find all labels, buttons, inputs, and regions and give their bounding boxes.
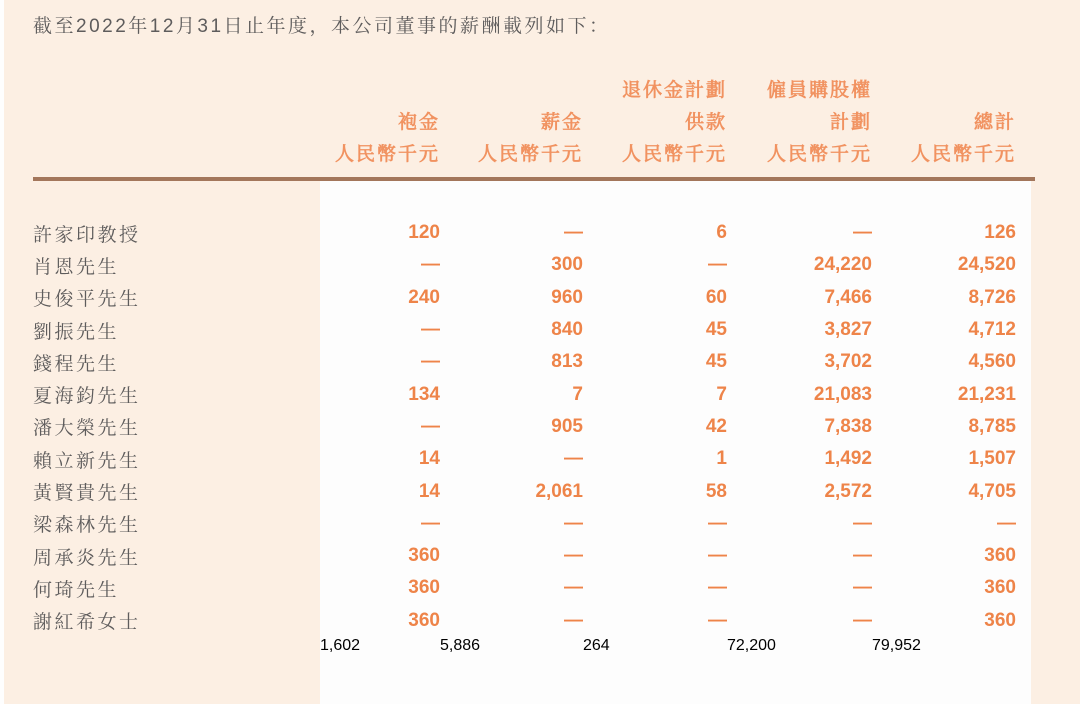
value-cell: —	[564, 448, 583, 470]
total-cell: 72,200	[727, 636, 776, 654]
value-cell: 45	[705, 319, 727, 341]
total-cell: 264	[583, 636, 610, 654]
header-spacer	[33, 136, 320, 179]
value-cell: 7,466	[824, 286, 872, 308]
value-cell: —	[997, 512, 1016, 534]
value-cell: 4,560	[968, 351, 1016, 373]
page-title: 截至2022年12月31日止年度，本公司董事的薪酬載列如下：	[33, 16, 611, 37]
value-cell: 8,785	[968, 415, 1016, 437]
value-cell: 14	[418, 448, 440, 470]
value-cell: 240	[408, 286, 440, 308]
value-cell: —	[708, 577, 727, 599]
table-body	[33, 179, 1035, 637]
value-cell: 813	[551, 351, 583, 373]
value-cell: 7	[716, 383, 727, 405]
column-header: 僱員購股權	[766, 79, 872, 101]
column-header: 袍金	[397, 111, 440, 133]
column-header: 供款	[684, 111, 727, 133]
table-row	[33, 508, 1035, 540]
column-header: 總計	[973, 111, 1016, 133]
value-cell: 1,507	[968, 448, 1016, 470]
director-name: 史俊平先生	[33, 289, 141, 311]
column-header	[872, 72, 1035, 104]
value-cell: 24,220	[813, 254, 872, 276]
value-cell: 7	[572, 383, 583, 405]
value-cell: 2,572	[824, 480, 872, 502]
column-unit-label: 人民幣千元	[872, 136, 1035, 179]
column-unit-label: 人民幣千元	[727, 136, 872, 179]
value-cell: 45	[705, 351, 727, 373]
value-cell: 4,705	[968, 480, 1016, 502]
column-unit-label: 人民幣千元	[583, 136, 727, 179]
table-row	[33, 411, 1035, 443]
value-cell: 42	[705, 415, 727, 437]
value-cell: —	[853, 512, 872, 534]
value-cell: 21,083	[813, 383, 872, 405]
value-cell: 3,827	[824, 319, 872, 341]
director-name: 潘大榮先生	[33, 418, 141, 440]
value-cell: 126	[984, 222, 1016, 244]
value-cell: 120	[408, 222, 440, 244]
director-name: 許家印教授	[33, 224, 141, 246]
value-cell: —	[853, 609, 872, 631]
remuneration-table	[33, 72, 1035, 655]
column-header: 計劃	[829, 111, 872, 133]
header-spacer	[33, 104, 320, 136]
value-cell: 134	[408, 383, 440, 405]
value-cell: 6	[716, 222, 727, 244]
value-cell: —	[421, 512, 440, 534]
totals-label-cell	[33, 637, 320, 655]
value-cell: —	[564, 512, 583, 534]
column-header	[320, 72, 440, 104]
table-footer	[33, 637, 1035, 655]
value-cell: 300	[551, 254, 583, 276]
value-cell: 58	[705, 480, 727, 502]
value-cell: —	[564, 577, 583, 599]
value-cell: 1	[716, 448, 727, 470]
table-row	[33, 249, 1035, 281]
director-name: 賴立新先生	[33, 450, 141, 472]
value-cell: 8,726	[968, 286, 1016, 308]
column-header: 退休金計劃	[621, 79, 727, 101]
value-cell: 3,702	[824, 351, 872, 373]
value-cell: —	[564, 222, 583, 244]
total-cell: 79,952	[872, 636, 921, 654]
director-name: 劉振先生	[33, 321, 120, 343]
table-row	[33, 540, 1035, 572]
column-header	[440, 72, 583, 104]
value-cell: 4,712	[968, 319, 1016, 341]
director-name: 何琦先生	[33, 579, 120, 601]
value-cell: —	[421, 415, 440, 437]
value-cell: 360	[408, 609, 440, 631]
table-row	[33, 217, 1035, 249]
value-cell: 905	[551, 415, 583, 437]
header-spacer	[33, 72, 320, 104]
director-name: 肖恩先生	[33, 256, 120, 278]
table-header	[33, 72, 1035, 179]
value-cell: —	[421, 254, 440, 276]
table-row	[33, 378, 1035, 410]
table-row	[33, 314, 1035, 346]
director-name: 謝紅希女士	[33, 612, 141, 634]
page-edge-strip	[0, 0, 4, 704]
column-unit-label: 人民幣千元	[440, 136, 583, 179]
value-cell: 360	[408, 545, 440, 567]
value-cell: —	[421, 319, 440, 341]
value-cell: —	[708, 609, 727, 631]
value-cell: —	[853, 545, 872, 567]
value-cell: —	[708, 254, 727, 276]
table-row	[33, 605, 1035, 637]
column-unit-label: 人民幣千元	[320, 136, 440, 179]
value-cell: 360	[408, 577, 440, 599]
director-name: 周承炎先生	[33, 547, 141, 569]
value-cell: 960	[551, 286, 583, 308]
director-name: 梁森林先生	[33, 515, 141, 537]
value-cell: 360	[984, 609, 1016, 631]
director-name: 夏海鈞先生	[33, 386, 141, 408]
value-cell: 360	[984, 577, 1016, 599]
column-header: 薪金	[540, 111, 583, 133]
value-cell: 14	[418, 480, 440, 502]
director-name: 黃賢貴先生	[33, 483, 141, 505]
value-cell: 24,520	[957, 254, 1016, 276]
spacer-row	[33, 179, 1035, 217]
value-cell: —	[421, 351, 440, 373]
value-cell: —	[853, 577, 872, 599]
value-cell: 360	[984, 545, 1016, 567]
value-cell: 21,231	[957, 383, 1016, 405]
table-row	[33, 443, 1035, 475]
value-cell: —	[708, 512, 727, 534]
table-row	[33, 346, 1035, 378]
table-row	[33, 572, 1035, 604]
table-row	[33, 282, 1035, 314]
total-cell: 1,602	[320, 636, 361, 654]
value-cell: 1,492	[824, 448, 872, 470]
director-name: 錢程先生	[33, 353, 120, 375]
total-cell: 5,886	[440, 636, 481, 654]
value-cell: —	[564, 545, 583, 567]
value-cell: 2,061	[535, 480, 583, 502]
value-cell: 7,838	[824, 415, 872, 437]
value-cell: —	[853, 222, 872, 244]
value-cell: 840	[551, 319, 583, 341]
value-cell: —	[564, 609, 583, 631]
value-cell: —	[708, 545, 727, 567]
totals-row	[33, 637, 1035, 655]
value-cell: 60	[705, 286, 727, 308]
table-row	[33, 475, 1035, 507]
